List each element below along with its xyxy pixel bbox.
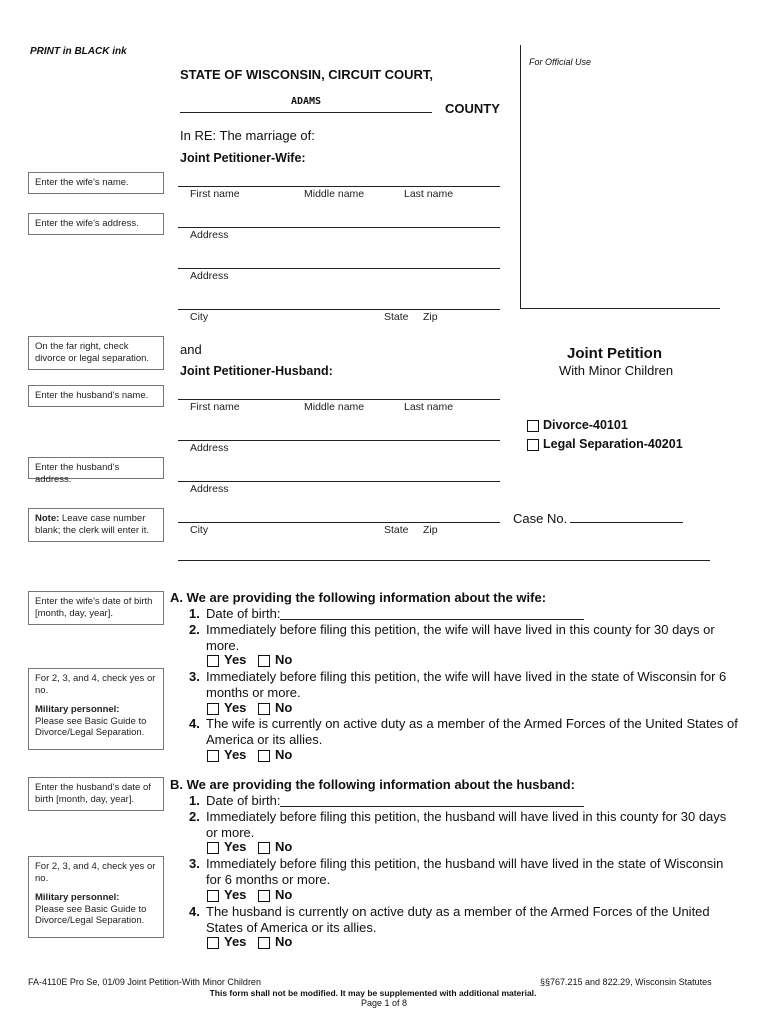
husband-address-label-2: Address [190, 483, 229, 495]
wife-middle-name-label: Middle name [304, 188, 365, 200]
husband-address-label-1: Address [190, 442, 229, 454]
county-label: COUNTY [445, 101, 500, 116]
a-q3-no-checkbox[interactable] [258, 703, 270, 715]
note-wife-dob: Enter the wife's date of birth [month, day, year]. [28, 591, 164, 625]
husband-middle-name-label: Middle name [304, 401, 365, 413]
b-q3-no-checkbox[interactable] [258, 890, 270, 902]
husband-first-name-label: First name [190, 401, 240, 413]
husband-name-line[interactable] [178, 399, 500, 400]
official-use-border-bottom [520, 308, 720, 309]
note-yes-no-b: For 2, 3, and 4, check yes or no. Military personnel: Please see Basic Guide to Divorce/Legal Separation. [28, 856, 164, 938]
b-q3-line1: Immediately before filing this petition, the husband will have lived in the state of Wisconsin [206, 856, 724, 871]
b-q4-no-checkbox[interactable] [258, 937, 270, 949]
b-q4-line1: The husband is currently on active duty as a member of the Armed Forces of the United [206, 904, 710, 919]
note-check-type: On the far right, check divorce or legal separation. [28, 336, 164, 370]
a-q2-line1: Immediately before filing this petition, the wife will have lived in this county for 30 days or [206, 622, 715, 637]
section-a-heading: A. We are providing the following information about the wife: [170, 590, 547, 605]
a-q2-num: 2. [189, 622, 200, 637]
b-q4-yes-checkbox[interactable] [207, 937, 219, 949]
b-q2-line2: or more. [206, 825, 255, 840]
note-wife-address: Enter the wife's address. [28, 213, 164, 235]
wife-address-line-2[interactable] [178, 268, 500, 269]
husband-address-line-1[interactable] [178, 440, 500, 441]
official-use-label: For Official Use [529, 57, 592, 67]
b-q2-line1: Immediately before filing this petition, the husband will have lived in this county for 30 days [206, 809, 727, 824]
b-q4-yes-label: Yes [224, 934, 247, 949]
a-q2-yes-checkbox[interactable] [207, 655, 219, 667]
b-q3-line2: for 6 months or more. [206, 872, 331, 887]
b-q4-no-label: No [275, 934, 293, 949]
wife-zip-label: Zip [423, 311, 438, 323]
a-q4-yes-label: Yes [224, 747, 247, 762]
section-b-heading: B. We are providing the following information about the husband: [170, 777, 575, 792]
a-q1-label: Date of birth: [206, 606, 281, 621]
note-wife-name: Enter the wife's name. [28, 172, 164, 194]
a-q3-no-label: No [275, 700, 293, 715]
husband-zip-label: Zip [423, 524, 438, 536]
footer-notice: This form shall not be modified. It may be supplemented with additional material. [209, 988, 537, 998]
legal-separation-label: Legal Separation-40201 [543, 437, 683, 451]
case-no-label: Case No. [513, 511, 568, 526]
husband-last-name-label: Last name [404, 401, 454, 413]
husband-heading: Joint Petitioner-Husband: [180, 364, 333, 378]
petition-title: Joint Petition [567, 345, 662, 362]
wife-heading: Joint Petitioner-Wife: [180, 151, 306, 165]
b-q3-no-label: No [275, 887, 293, 902]
b-q2-no-label: No [275, 839, 293, 854]
a-q4-num: 4. [189, 716, 200, 731]
b-dob-input[interactable] [280, 806, 584, 807]
footer-page: Page 1 of 8 [360, 998, 408, 1008]
b-q2-yes-checkbox[interactable] [207, 842, 219, 854]
wife-city-line[interactable] [178, 309, 500, 310]
a-q3-line2: months or more. [206, 685, 301, 700]
wife-first-name-label: First name [190, 188, 240, 200]
b-q1-label: Date of birth: [206, 793, 281, 808]
county-value: ADAMS [290, 96, 322, 107]
b-q1-num: 1. [189, 793, 200, 808]
husband-city-line[interactable] [178, 522, 500, 523]
wife-address-line-1[interactable] [178, 227, 500, 228]
b-q2-yes-label: Yes [224, 839, 247, 854]
case-no-input[interactable] [570, 522, 683, 523]
note-husband-address: Enter the husband's address. [28, 457, 164, 479]
a-q1-num: 1. [189, 606, 200, 621]
wife-address-label-2: Address [190, 270, 229, 282]
a-q3-yes-label: Yes [224, 700, 247, 715]
note-yes-no-a: For 2, 3, and 4, check yes or no. Military personnel: Please see Basic Guide to Divorce/Legal Separation. [28, 668, 164, 750]
a-q3-yes-checkbox[interactable] [207, 703, 219, 715]
legal-separation-checkbox[interactable] [527, 439, 539, 451]
b-q3-num: 3. [189, 856, 200, 871]
a-q4-line2: America or its allies. [206, 732, 323, 747]
b-q2-num: 2. [189, 809, 200, 824]
wife-address-label-1: Address [190, 229, 229, 241]
husband-address-line-2[interactable] [178, 481, 500, 482]
a-q3-line1: Immediately before filing this petition, the wife will have lived in the state of Wisconsin for 6 [206, 669, 727, 684]
in-re-text: In RE: The marriage of: [180, 128, 315, 143]
note-husband-name: Enter the husband's name. [28, 385, 164, 407]
husband-state-label: State [384, 524, 409, 536]
note-husband-dob: Enter the husband's date of birth [month, day, year]. [28, 777, 164, 811]
a-q4-line1: The wife is currently on active duty as a member of the Armed Forces of the United States of [206, 716, 738, 731]
official-use-border-left [520, 45, 521, 308]
b-q3-yes-checkbox[interactable] [207, 890, 219, 902]
a-q4-yes-checkbox[interactable] [207, 750, 219, 762]
court-title: STATE OF WISCONSIN, CIRCUIT COURT, [180, 67, 434, 82]
and-text: and [180, 342, 202, 357]
b-q2-no-checkbox[interactable] [258, 842, 270, 854]
a-q2-yes-label: Yes [224, 652, 247, 667]
wife-city-label: City [190, 311, 209, 323]
husband-city-label: City [190, 524, 209, 536]
a-q2-no-label: No [275, 652, 293, 667]
footer-form-id: FA-4110E Pro Se, 01/09 Joint Petition-With Minor Children [28, 977, 261, 987]
footer-statutes: §§767.215 and 822.29, Wisconsin Statutes [540, 977, 712, 987]
caption-divider [178, 560, 710, 561]
print-note: PRINT in BLACK ink [30, 46, 127, 57]
divorce-checkbox[interactable] [527, 420, 539, 432]
a-dob-input[interactable] [280, 619, 584, 620]
petition-subtitle: With Minor Children [559, 363, 674, 378]
county-input[interactable] [180, 96, 432, 113]
b-q4-num: 4. [189, 904, 200, 919]
b-q3-yes-label: Yes [224, 887, 247, 902]
a-q4-no-label: No [275, 747, 293, 762]
a-q4-no-checkbox[interactable] [258, 750, 270, 762]
divorce-label: Divorce-40101 [543, 418, 628, 432]
a-q2-no-checkbox[interactable] [258, 655, 270, 667]
a-q3-num: 3. [189, 669, 200, 684]
a-q2-line2: more. [206, 638, 240, 653]
note-case-number: Note: Leave case number blank; the clerk will enter it. [28, 508, 164, 542]
wife-last-name-label: Last name [404, 188, 454, 200]
b-q4-line2: States of America or its allies. [206, 920, 377, 935]
wife-name-line[interactable] [178, 186, 500, 187]
wife-state-label: State [384, 311, 409, 323]
